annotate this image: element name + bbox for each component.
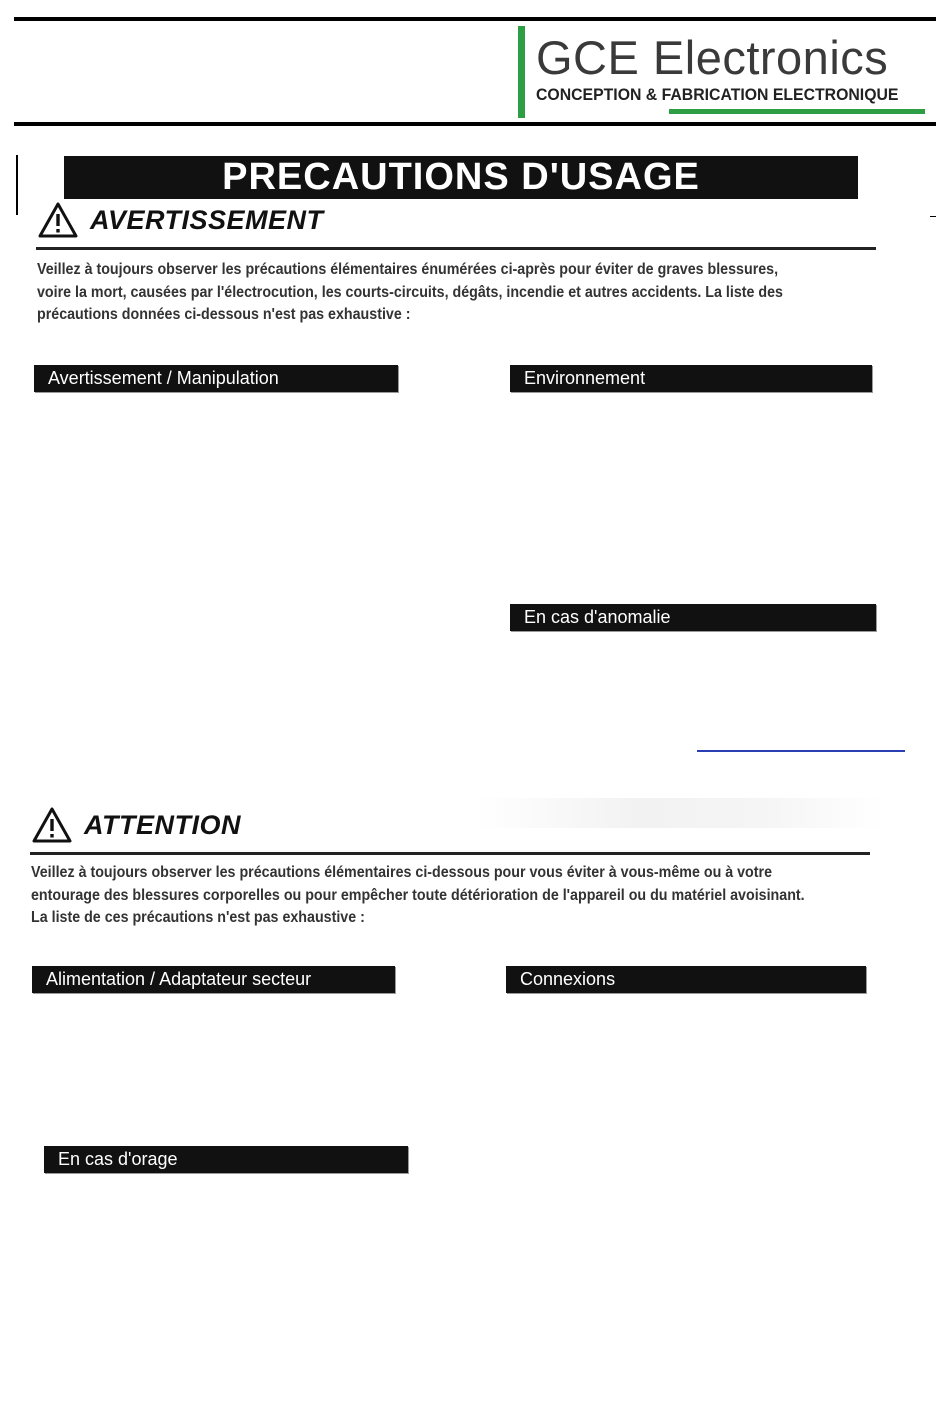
caution-divider [30, 852, 870, 855]
section-label-storm: En cas d'orage [44, 1146, 408, 1173]
logo-accent-bar [518, 26, 525, 118]
section-label-anomaly: En cas d'anomalie [510, 604, 876, 631]
page-title: PRECAUTIONS D'USAGE [64, 156, 858, 199]
warning-paragraph [37, 259, 874, 327]
link-underline[interactable] [697, 750, 905, 752]
caution-line: Veillez à toujours observer les précautions élémentaires ci-dessous pour vous éviter à vous-même ou à votre [31, 864, 773, 881]
warning-triangle-icon [38, 201, 78, 239]
caution-line: La liste de ces précautions n'est pas exhaustive : [31, 909, 365, 926]
section-label-environment: Environnement [510, 365, 872, 392]
caution-line: entourage des blessures corporelles ou pour empêcher toute détérioration de l'appareil ou du matériel avoisinant. [31, 886, 805, 904]
faded-area [475, 798, 885, 828]
warning-heading [38, 201, 324, 239]
logo-underline [669, 109, 925, 114]
header-rule-top [14, 17, 936, 21]
warning-line: précautions données ci-dessous n'est pas exhaustive : [37, 306, 411, 323]
caution-heading [32, 806, 241, 844]
warning-title: AVERTISSEMENT [90, 204, 324, 235]
logo-name: GCE Electronics [536, 31, 889, 84]
section-label-power: Alimentation / Adaptateur secteur [32, 966, 395, 993]
logo-tagline: CONCEPTION & FABRICATION ELECTRONIQUE [536, 85, 899, 104]
section-label-handling: Avertissement / Manipulation [34, 365, 398, 392]
company-logo [518, 26, 930, 118]
margin-mark [16, 155, 18, 215]
warning-line: Veillez à toujours observer les précautions élémentaires énumérées ci-après pour éviter de graves blessures, [37, 261, 779, 278]
margin-dash [930, 216, 936, 217]
caution-title: ATTENTION [84, 809, 241, 840]
warning-divider [36, 247, 876, 250]
caution-paragraph [31, 862, 868, 930]
section-label-connections: Connexions [506, 966, 866, 993]
header-rule-bottom [14, 122, 936, 126]
warning-triangle-icon [32, 806, 72, 844]
warning-line: voire la mort, causées par l'électrocution, les courts-circuits, dégâts, incendie et autres accidents. La liste des [37, 283, 783, 301]
